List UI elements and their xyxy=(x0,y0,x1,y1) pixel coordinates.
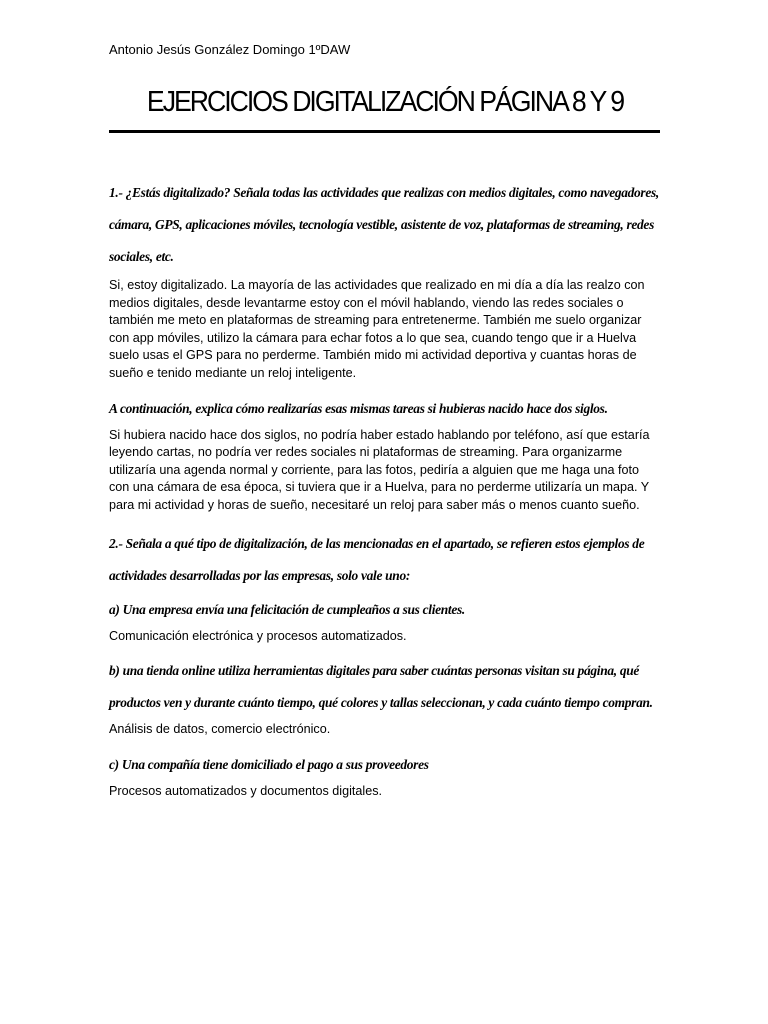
document-body xyxy=(109,177,660,800)
question-2c: c) Una compañía tiene domiciliado el pago a sus proveedores xyxy=(109,756,429,772)
title-underline xyxy=(109,130,660,133)
question-1b: A continuación, explica cómo realizarías esas mismas tareas si hubieras nacido hace dos siglos. xyxy=(109,400,608,416)
question-2a: a) Una empresa envía una felicitación de cumpleaños a sus clientes. xyxy=(109,601,465,617)
author-name: Antonio Jesús González Domingo 1ºDAW xyxy=(109,42,351,57)
page-title: EJERCICIOS DIGITALIZACIÓN PÁGINA 8 Y 9 xyxy=(146,86,624,118)
answer-1b: Si hubiera nacido hace dos siglos, no podría haber estado hablando por teléfono, así que estaría leyendo cartas, no podría ver redes sociales ni plataformas de streaming. Para organizarme utilizaría una agenda normal y corriente, para las fotos, pediría a alguien que me haga una foto con una cámara de esa época, si tuviera que ir a Huelva, para no perderme utilizaría un mapa. Y para mi actividad y horas de sueño, necesitaré un reloj para saber más o menos cuanto sueño. xyxy=(109,427,650,512)
question-2: 2.- Señala a qué tipo de digitalización, de las mencionadas en el apartado, se refieren estos ejemplos de actividades desarrolladas por las empresas, solo vale uno: xyxy=(109,535,645,583)
answer-1: Si, estoy digitalizado. La mayoría de las actividades que realizado en mi día a día las realzo con medios digitales, desde levantarme estoy con el móvil hablando, viendo las redes sociales o también me meto en plataformas de streaming para entretenerme. También me suelo organizar con app móviles, utilizo la cámara para echar fotos a lo que sea, cuando tengo que ir a Huelva suelo usas el GPS para no perderme. También mido mi actividad deportiva y cuantas horas de sueño e tenido mediante un reloj inteligente. xyxy=(109,278,645,380)
answer-2c: Procesos automatizados y documentos digitales. xyxy=(109,783,383,798)
question-2b: b) una tienda online utiliza herramientas digitales para saber cuántas personas visitan su página, qué productos ven y durante cuánto tiempo, qué colores y tallas seleccionan, y cada cuánto tiempo compran. xyxy=(109,663,653,711)
answer-2b: Análisis de datos, comercio electrónico. xyxy=(109,722,331,737)
question-1: 1.- ¿Estás digitalizado? Señala todas las actividades que realizas con medios digitales, como navegadores, cámara, GPS, aplicaciones móviles, tecnología vestible, asistente de voz, plataformas de streaming, redes sociales, etc. xyxy=(109,185,659,264)
answer-2a: Comunicación electrónica y procesos automatizados. xyxy=(109,628,407,643)
